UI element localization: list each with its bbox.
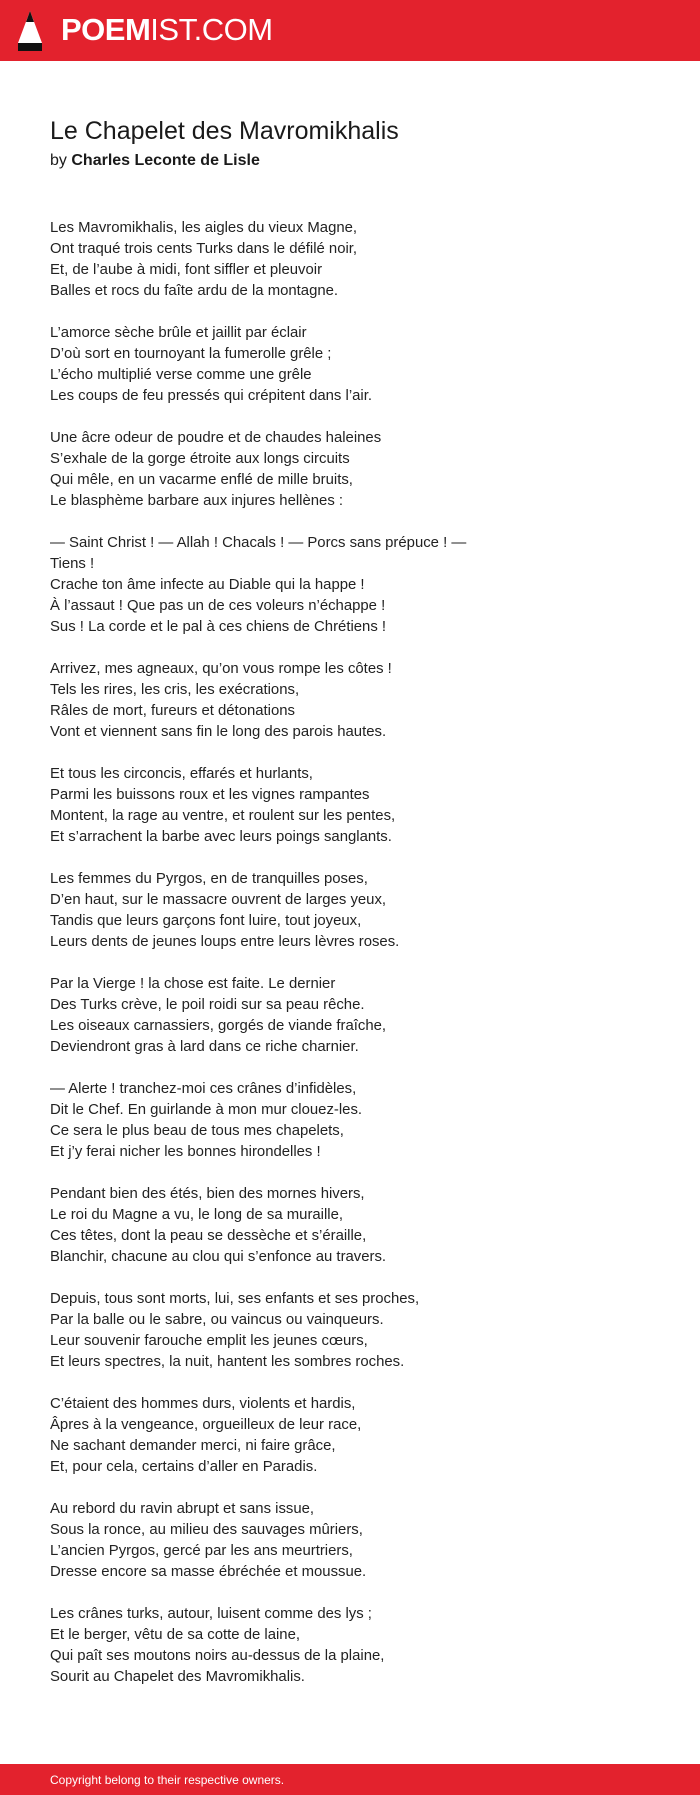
poem-line: Deviendront gras à lard dans ce riche charnier. [50,1039,359,1055]
stanza [50,764,660,848]
stanza [50,869,660,953]
poem-line: Tiens ! [50,556,95,572]
poem-line: Sous la ronce, au milieu des sauvages mûriers, [50,1522,363,1538]
poem-line: Et s’arrachent la barbe avec leurs poings sanglants. [50,829,392,845]
copyright-text: Copyright belong to their respective owners. [50,1773,285,1787]
poem-line: Leurs dents de jeunes loups entre leurs lèvres roses. [50,934,400,950]
stanza [50,1289,660,1373]
poem-line: Les oiseaux carnassiers, gorgés de viande fraîche, [50,1018,387,1034]
poem-line: Le roi du Magne a vu, le long de sa muraille, [50,1207,344,1223]
logo-bold-text: POEM [61,12,151,47]
poem-line: Ces têtes, dont la peau se dessèche et s’éraille, [50,1228,367,1244]
site-footer [0,1764,700,1795]
poem-line: Au rebord du ravin abrupt et sans issue, [50,1501,315,1517]
stanza [50,1499,660,1583]
poem-line: Une âcre odeur de poudre et de chaudes haleines [50,430,382,446]
stanza [50,218,660,302]
poem-content [50,114,660,1709]
stanza [50,323,660,407]
poem-line: Blanchir, chacune au clou qui s’enfonce au travers. [50,1249,387,1265]
poem-line: Les Mavromikhalis, les aigles du vieux Magne, [50,220,358,236]
poem-line: Ne sachant demander merci, ni faire grâce, [50,1438,336,1454]
poem-line: Balles et rocs du faîte ardu de la montagne. [50,283,339,299]
poem-line: Sourit au Chapelet des Mavromikhalis. [50,1669,305,1685]
poem-line: Par la Vierge ! la chose est faite. Le dernier [50,976,336,992]
poem-line: Dresse encore sa masse ébréchée et moussue. [50,1564,367,1580]
stanza [50,533,660,638]
poem-line: Montent, la rage au ventre, et roulent sur les pentes, [50,808,396,824]
poem-line: Et leurs spectres, la nuit, hantent les sombres roches. [50,1354,405,1370]
poem-line: Par la balle ou le sabre, ou vaincus ou vainqueurs. [50,1312,384,1328]
poem-line: Et, de l’aube à midi, font siffler et pleuvoir [50,262,323,278]
poem-line: Vont et viennent sans fin le long des parois hautes. [50,724,387,740]
site-logo[interactable] [61,11,273,49]
poem-line: Les coups de feu pressés qui crépitent dans l’air. [50,388,372,404]
poem-line: Ce sera le plus beau de tous mes chapelets, [50,1123,344,1139]
poem-line: Le blasphème barbare aux injures hellènes : [50,493,344,509]
poem-line: C’étaient des hommes durs, violents et hardis, [50,1396,356,1412]
poem-line: Et, pour cela, certains d’aller en Paradis. [50,1459,318,1475]
poem-line: Qui paît ses moutons noirs au-dessus de la plaine, [50,1648,385,1664]
stanza [50,1184,660,1268]
stanza [50,974,660,1058]
poem-line: Tels les rires, les cris, les exécrations, [50,682,300,698]
poem-line: Les crânes turks, autour, luisent comme des lys ; [50,1606,372,1622]
poem-line: Des Turks crève, le poil roidi sur sa peau rêche. [50,997,365,1013]
stanza [50,428,660,512]
stanza [50,659,660,743]
stanza [50,1394,660,1478]
poem-line: D’en haut, sur le massacre ouvrent de larges yeux, [50,892,387,908]
stanza [50,1604,660,1688]
poem-line: L’amorce sèche brûle et jaillit par éclair [50,325,307,341]
poem-line: Parmi les buissons roux et les vignes rampantes [50,787,370,803]
pencil-logo-icon[interactable] [16,10,44,52]
poem-line: Râles de mort, fureurs et détonations [50,703,295,719]
poem-line: Et j’y ferai nicher les bonnes hirondelles ! [50,1144,321,1160]
poem-line: D’où sort en tournoyant la fumerolle grêle ; [50,346,332,362]
author-name: Charles Leconte de Lisle [71,152,260,169]
poem-line: Ont traqué trois cents Turks dans le défilé noir, [50,241,358,257]
poem-line: L’ancien Pyrgos, gercé par les ans meurtriers, [50,1543,353,1559]
byline [50,150,660,172]
poem-line: — Alerte ! tranchez-moi ces crânes d’infidèles, [50,1081,357,1097]
poem-line: Arrivez, mes agneaux, qu’on vous rompe les côtes ! [50,661,392,677]
poem-line: Leur souvenir farouche emplit les jeunes cœurs, [50,1333,368,1349]
poem-title: Le Chapelet des Mavromikhalis [50,117,399,145]
poem-body [50,218,660,1688]
stanza [50,1079,660,1163]
poem-line: L’écho multiplié verse comme une grêle [50,367,312,383]
poem-line: Et tous les circoncis, effarés et hurlants, [50,766,313,782]
poem-line: Crache ton âme infecte au Diable qui la happe ! [50,577,365,593]
poem-line: Âpres à la vengeance, orgueilleux de leur race, [50,1417,362,1433]
by-label: by [50,152,67,169]
poem-line: Depuis, tous sont morts, lui, ses enfants et ses proches, [50,1291,420,1307]
poem-line: Dit le Chef. En guirlande à mon mur clouez-les. [50,1102,363,1118]
poem-line: Les femmes du Pyrgos, en de tranquilles poses, [50,871,368,887]
logo-light-text: IST.COM [150,12,273,47]
site-header [0,0,700,61]
poem-line: À l’assaut ! Que pas un de ces voleurs n’échappe ! [50,598,386,614]
poem-line: S’exhale de la gorge étroite aux longs circuits [50,451,350,467]
poem-line: Tandis que leurs garçons font luire, tout joyeux, [50,913,362,929]
poem-line: Sus ! La corde et le pal à ces chiens de Chrétiens ! [50,619,387,635]
poem-line: Et le berger, vêtu de sa cotte de laine, [50,1627,300,1643]
poem-line: — Saint Christ ! — Allah ! Chacals ! — Porcs sans prépuce ! — [50,535,467,551]
poem-line: Pendant bien des étés, bien des mornes hivers, [50,1186,365,1202]
poem-line: Qui mêle, en un vacarme enflé de mille bruits, [50,472,353,488]
